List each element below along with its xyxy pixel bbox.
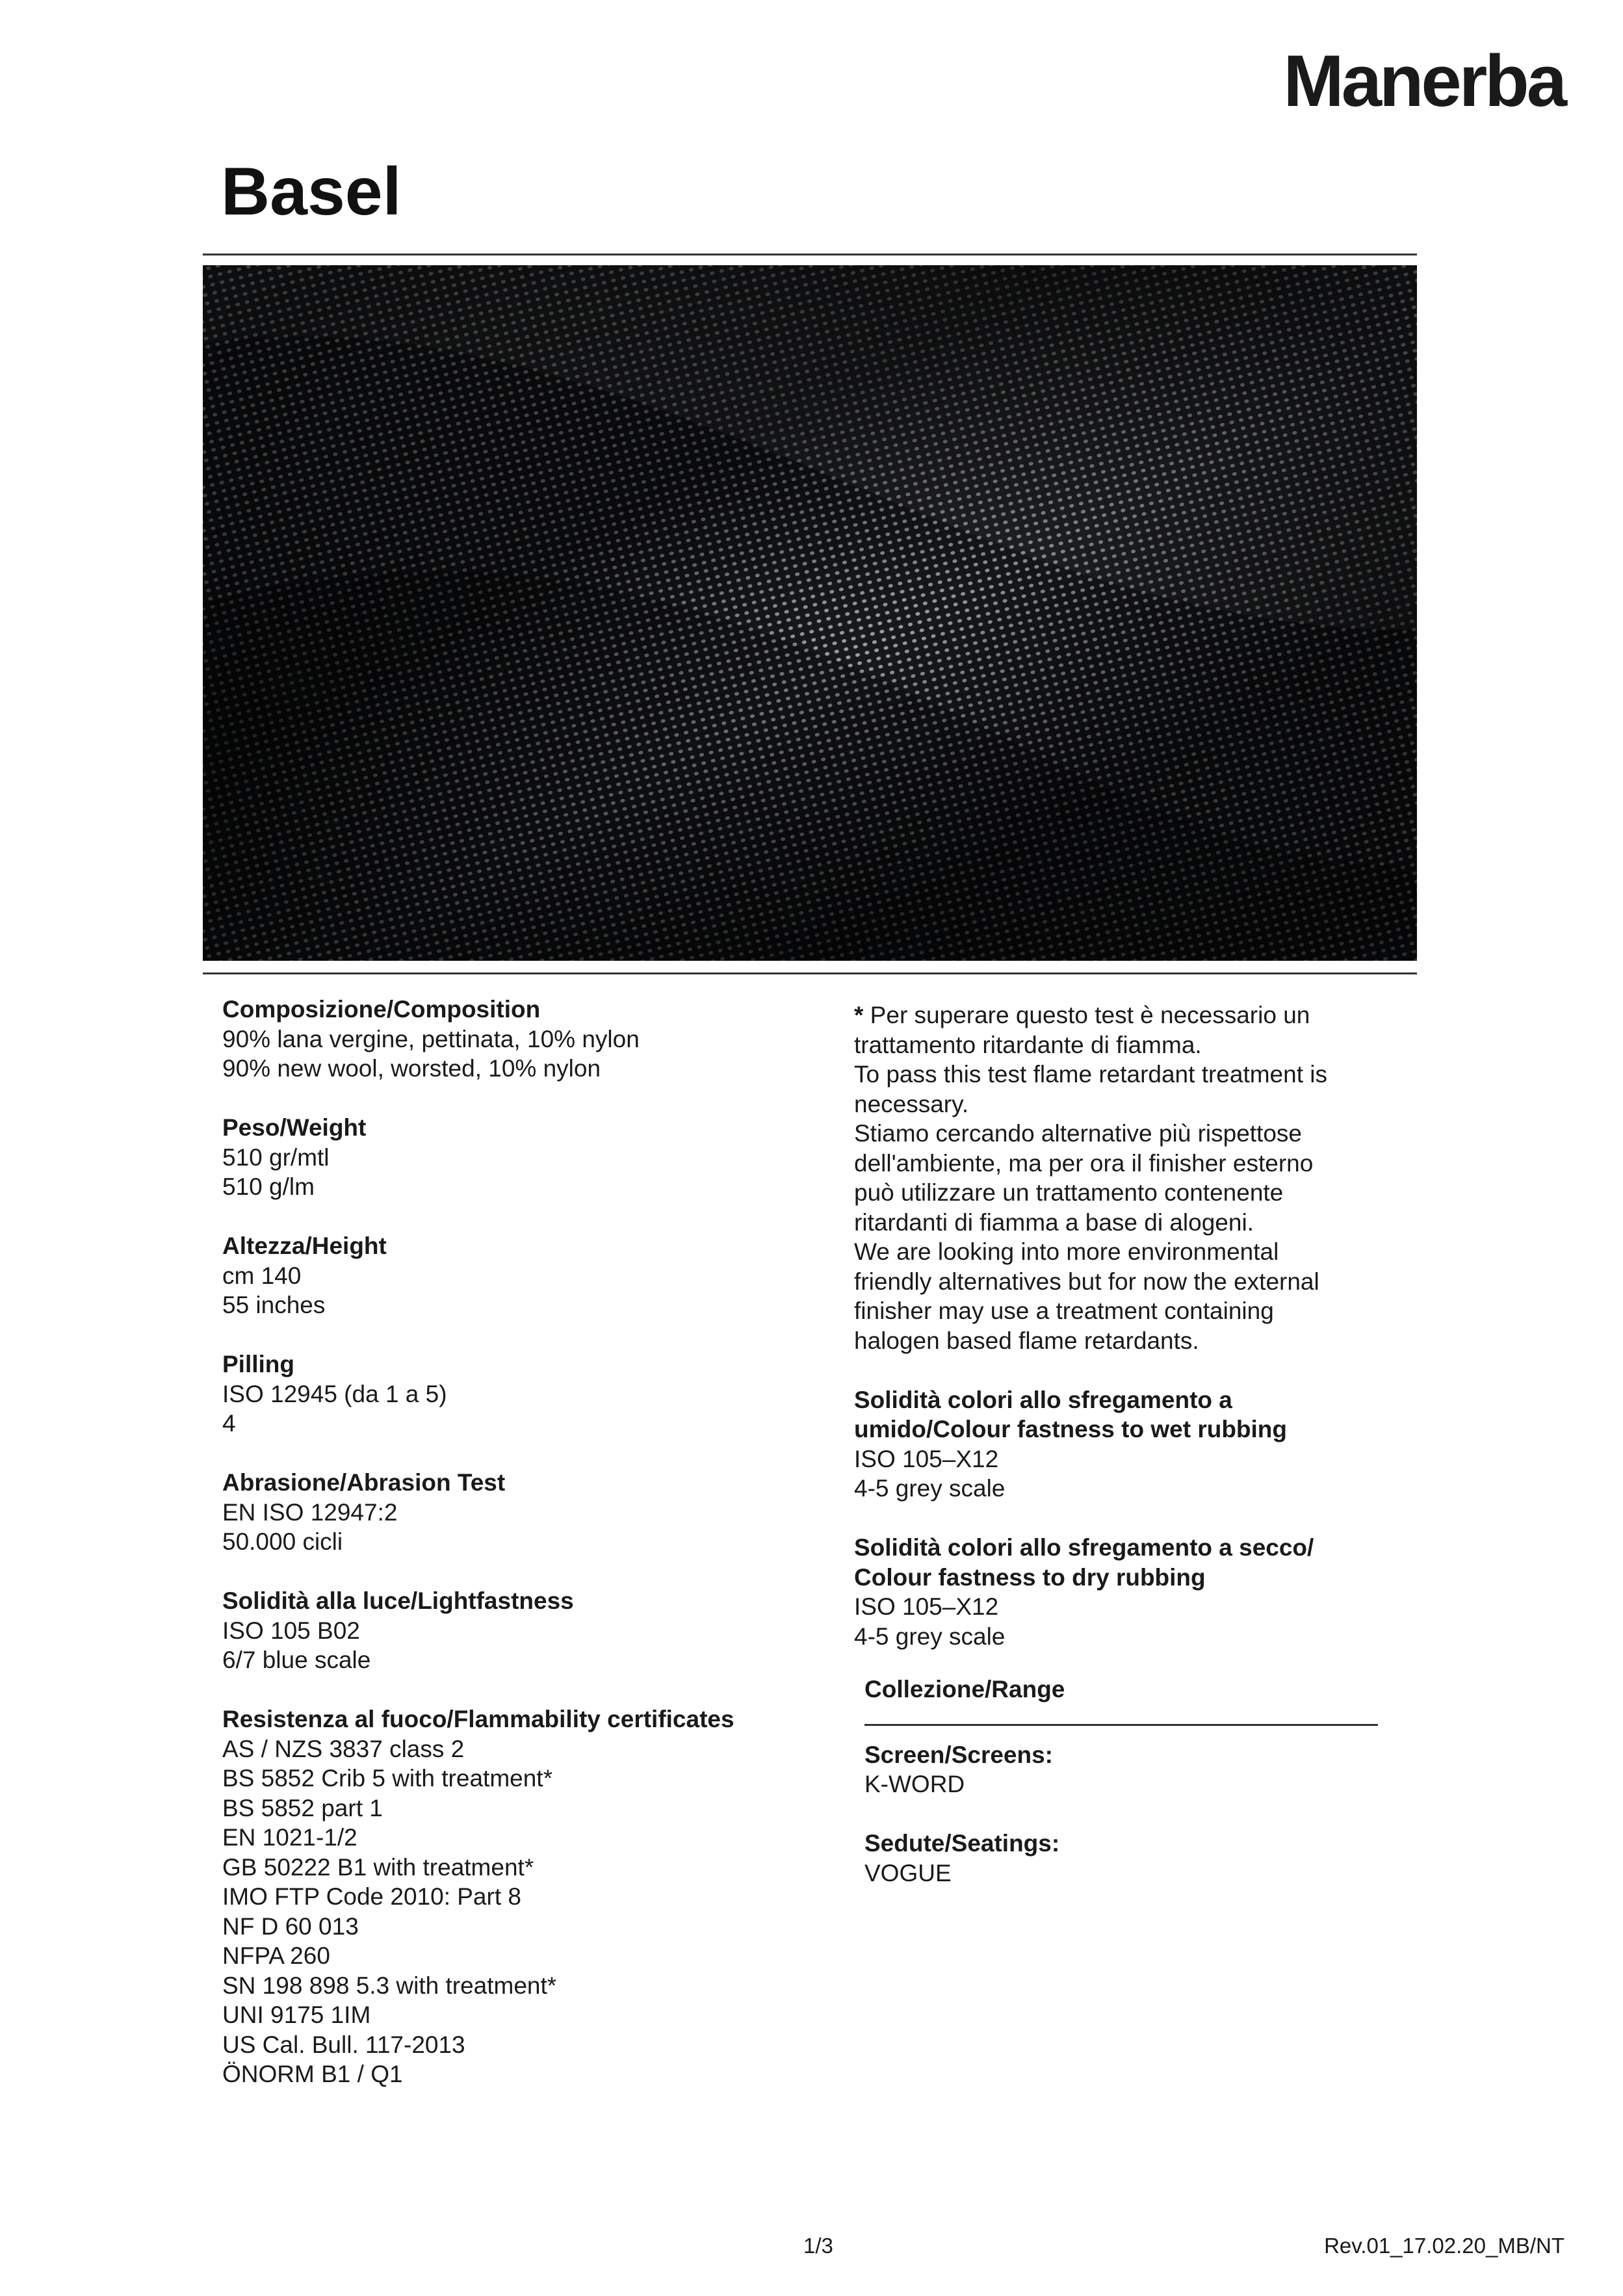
- spec-value: 6/7 blue scale: [222, 1647, 371, 1673]
- spec-value: ISO 105 B02: [222, 1617, 360, 1644]
- spec-heading: Solidità alla luce/Lightfastness: [222, 1587, 574, 1614]
- seatings-value: VOGUE: [864, 1859, 952, 1886]
- spec-value: 90% lana vergine, pettinata, 10% nylon: [222, 1025, 640, 1052]
- note-line: trattamento ritardante di fiamma.: [854, 1031, 1202, 1058]
- note-first-line: Per superare questo test è necessario un: [863, 1002, 1310, 1028]
- spec-section: [222, 1113, 846, 1202]
- revision-code: Rev.01_17.02.20_MB/NT: [1324, 2234, 1565, 2258]
- spec-value: ISO 12945 (da 1 a 5): [222, 1380, 447, 1407]
- spec-value: SN 198 898 5.3 with treatment*: [222, 1972, 557, 1999]
- note-line: finisher may use a treatment containing: [854, 1298, 1274, 1324]
- note-line: halogen based flame retardants.: [854, 1327, 1199, 1354]
- screens-heading: Screen/Screens:: [864, 1741, 1054, 1768]
- flame-treatment-note: [854, 1000, 1407, 1355]
- range-divider: [864, 1724, 1378, 1726]
- note-line: friendly alternatives but for now the external: [854, 1268, 1319, 1295]
- page-number: 1/3: [803, 2234, 833, 2258]
- spec-value: IMO FTP Code 2010: Part 8: [222, 1883, 521, 1910]
- spec-value: BS 5852 Crib 5 with treatment*: [222, 1765, 552, 1792]
- spec-heading: Solidità colori allo sfregamento a: [854, 1386, 1232, 1413]
- note-line: può utilizzare un trattamento contenente: [854, 1179, 1284, 1206]
- spec-value: NF D 60 013: [222, 1912, 359, 1940]
- spec-section: [222, 1350, 846, 1439]
- product-title: Basel: [221, 154, 402, 229]
- specifications-column-right: [854, 1000, 1407, 1681]
- top-divider: [203, 254, 1417, 255]
- note-line: To pass this test flame retardant treatment is: [854, 1061, 1327, 1088]
- seatings-heading: Sedute/Seatings:: [864, 1830, 1060, 1857]
- spec-value: 4-5 grey scale: [854, 1623, 1006, 1650]
- spec-heading: Composizione/Composition: [222, 996, 541, 1023]
- spec-value: 510 g/lm: [222, 1173, 315, 1200]
- image-bottom-divider: [203, 972, 1417, 974]
- range-section: [864, 1675, 1378, 1888]
- spec-value: BS 5852 part 1: [222, 1794, 383, 1821]
- note-line: We are looking into more environmental: [854, 1238, 1279, 1265]
- spec-value: 510 gr/mtl: [222, 1143, 330, 1171]
- note-line: necessary.: [854, 1090, 969, 1117]
- spec-section: [222, 1586, 846, 1675]
- note-line: ritardanti di fiamma a base di alogeni.: [854, 1208, 1254, 1236]
- note-line: dell'ambiente, ma per ora il finisher esterno: [854, 1149, 1314, 1177]
- note-asterisk: *: [854, 1002, 864, 1028]
- spec-value: cm 140: [222, 1262, 302, 1289]
- fabric-texture: [203, 265, 1417, 961]
- spec-section: [854, 1533, 1407, 1651]
- spec-value: EN ISO 12947:2: [222, 1498, 398, 1526]
- spec-value: 4-5 grey scale: [854, 1475, 1006, 1502]
- range-heading: Collezione/Range: [864, 1676, 1065, 1702]
- spec-value: ÖNORM B1 / Q1: [222, 2061, 403, 2087]
- spec-section: [222, 995, 846, 1084]
- spec-value: UNI 9175 1IM: [222, 2002, 371, 2028]
- spec-heading: Peso/Weight: [222, 1114, 367, 1141]
- specifications-column-left: [222, 995, 846, 2119]
- spec-value: 55 inches: [222, 1292, 326, 1318]
- spec-value: US Cal. Bull. 117-2013: [222, 2031, 465, 2058]
- brand-logo: Manerba: [1283, 40, 1565, 122]
- spec-section: [222, 1468, 846, 1557]
- spec-value: 50.000 cicli: [222, 1528, 343, 1555]
- spec-section: [222, 1704, 846, 2089]
- spec-value: 4: [222, 1410, 236, 1437]
- spec-heading: Resistenza al fuoco/Flammability certificates: [222, 1706, 734, 1732]
- spec-value: GB 50222 B1 with treatment*: [222, 1853, 534, 1881]
- spec-value: AS / NZS 3837 class 2: [222, 1735, 465, 1762]
- spec-value: NFPA 260: [222, 1942, 330, 1969]
- spec-value: ISO 105–X12: [854, 1593, 999, 1620]
- note-line: Stiamo cercando alternative più rispettose: [854, 1120, 1302, 1147]
- spec-heading: Abrasione/Abrasion Test: [222, 1469, 506, 1496]
- spec-section: [854, 1385, 1407, 1504]
- spec-value: ISO 105–X12: [854, 1445, 999, 1472]
- spec-heading: Colour fastness to dry rubbing: [854, 1563, 1206, 1591]
- fabric-swatch-image: [203, 265, 1417, 961]
- spec-value: EN 1021-1/2: [222, 1824, 357, 1851]
- spec-heading: Pilling: [222, 1351, 294, 1377]
- spec-heading: Solidità colori allo sfregamento a secco/: [854, 1534, 1314, 1561]
- spec-heading: Altezza/Height: [222, 1233, 387, 1259]
- spec-value: 90% new wool, worsted, 10% nylon: [222, 1055, 601, 1082]
- spec-section: [222, 1231, 846, 1320]
- spec-heading: umido/Colour fastness to wet rubbing: [854, 1416, 1287, 1442]
- screens-value: K-WORD: [864, 1771, 965, 1797]
